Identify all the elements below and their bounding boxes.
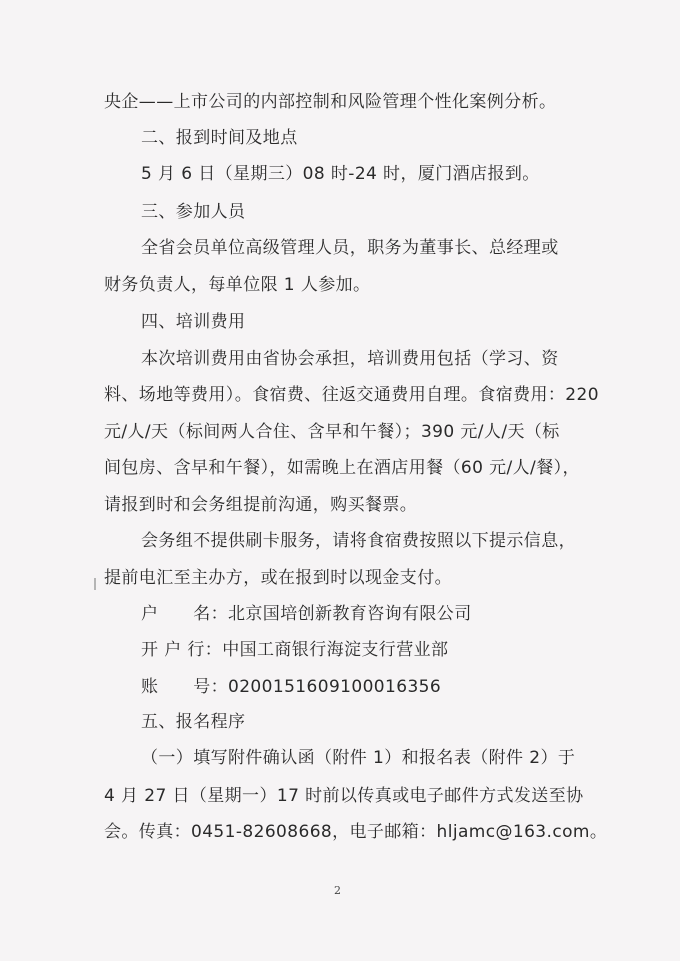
text-line: 央企——上市公司的内部控制和风险管理个性化案例分析。 bbox=[104, 92, 557, 112]
section-heading-procedure: 五、报名程序 bbox=[141, 712, 246, 732]
text-line: （一）填写附件确认函（附件 1）和报名表（附件 2）于 bbox=[141, 748, 576, 768]
section-heading-participants: 三、参加人员 bbox=[141, 202, 246, 222]
account-name-line: 户 名：北京国培创新教育咨询有限公司 bbox=[141, 604, 472, 624]
text-line: 全省会员单位高级管理人员，职务为董事长、总经理或 bbox=[141, 238, 559, 258]
page-number: 2 bbox=[334, 884, 341, 897]
account-bank-line: 开 户 行：中国工商银行海淀支行营业部 bbox=[141, 640, 449, 660]
text-line: 元/人/天（标间两人合住、含早和午餐）；390 元/人/天（标 bbox=[104, 422, 560, 442]
text-line: 请报到时和会务组提前沟通，购买餐票。 bbox=[104, 495, 418, 515]
text-line: 会。传真：0451-82608668，电子邮箱：hljamc@163.com。 bbox=[104, 822, 608, 842]
section-heading-registration: 二、报到时间及地点 bbox=[141, 128, 298, 148]
text-line: 会务组不提供刷卡服务，请将食宿费按照以下提示信息， bbox=[141, 531, 576, 551]
account-number-line: 账 号：0200151609100016356 bbox=[141, 677, 442, 697]
scan-artifact bbox=[94, 578, 96, 590]
section-heading-fees: 四、培训费用 bbox=[141, 312, 246, 332]
text-line: 间包房、含早和午餐），如需晚上在酒店用餐（60 元/人/餐）， bbox=[104, 458, 580, 478]
text-line: 财务负责人，每单位限 1 人参加。 bbox=[104, 275, 371, 295]
text-line: 5 月 6 日（星期三）08 时-24 时，厦门酒店报到。 bbox=[141, 164, 540, 184]
text-line: 料、场地等费用）。食宿费、往返交通费用自理。食宿费用：220 bbox=[104, 385, 599, 405]
text-line: 本次培训费用由省协会承担，培训费用包括（学习、资 bbox=[141, 349, 559, 369]
text-line: 4 月 27 日（星期一）17 时前以传真或电子邮件方式发送至协 bbox=[104, 786, 584, 806]
text-line: 提前电汇至主办方，或在报到时以现金支付。 bbox=[104, 568, 452, 588]
